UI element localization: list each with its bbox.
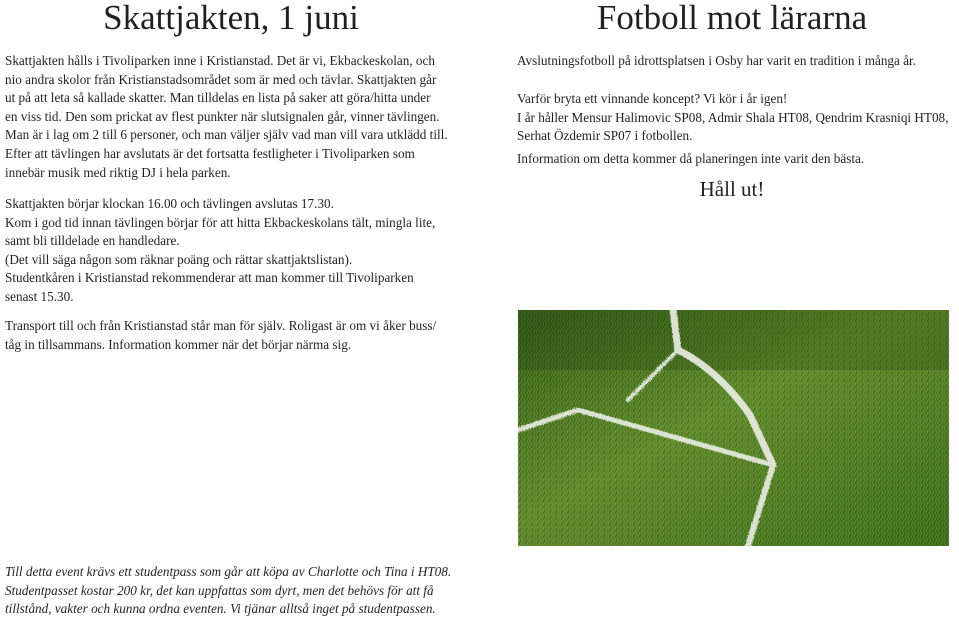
treasure-hunt-intro <box>5 52 465 182</box>
intro-line: nio andra skolor från Kristianstadsområdet som är med och tävlar. Skattjakten går <box>5 71 437 87</box>
players-line: Serhat Özdemir SP07 i fotbollen. <box>517 128 693 144</box>
planning-line: Information om detta kommer då planeringen inte varit den bästa. <box>517 151 865 166</box>
football-field-corner-photo <box>518 310 949 546</box>
note-line: Till detta event krävs ett studentpass som går att köpa av Charlotte och Tina i HT08. <box>5 564 452 579</box>
football-column <box>512 0 952 201</box>
intro-line: ut på att leta så kallade skatter. Man tilldelas en lista på saker att göra/hitta under <box>5 90 431 106</box>
football-title: Fotboll mot lärarna <box>596 0 868 37</box>
intro-line: Efter att tävlingen har avslutats är det fortsatta festligheter i Tivoliparken som <box>5 145 415 161</box>
note-line: Studentpasset kostar 200 kr, det kan uppfattas som dyrt, men det behövs för att få <box>5 582 434 598</box>
football-players <box>517 90 957 146</box>
times-line: Studentkåren i Kristianstad rekommenderar att man kommer till Tivoliparken <box>5 270 414 286</box>
transport-line: tåg in tillsammans. Information kommer när det börjar närma sig. <box>5 336 352 352</box>
times-line: Skattjakten börjar klockan 16.00 och tävlingen avslutas 17.30. <box>5 196 334 211</box>
treasure-hunt-column <box>0 0 462 304</box>
intro-line: en viss tid. Den som prickat av flest punkter när slutsignalen går, vinner tävlingen. <box>5 108 440 124</box>
football-tradition <box>517 52 957 71</box>
times-line: (Det vill säga någon som räknar poäng och rättar skattjaktslistan). <box>5 251 353 267</box>
intro-line: innebär musik med riktig DJ i hela parken. <box>5 164 231 180</box>
times-line: senast 15.30. <box>5 288 74 304</box>
hang-in-there-text: Håll ut! <box>699 177 765 201</box>
student-pass-note <box>5 563 565 619</box>
times-line: samt bli tilldelade en handledare. <box>5 233 180 249</box>
intro-line: Skattjakten hålls i Tivoliparken inne i Kristianstad. Det är vi, Ekbackeskolan, och <box>5 53 435 68</box>
intro-line: Man är i lag om 2 till 6 personer, och man väljer själv vad man vill vara utklädd till. <box>5 127 448 143</box>
note-line: tillstånd, vakter och kunna ordna eventen. Vi tjänar alltså inget på studentpassen. <box>5 601 436 617</box>
times-line: Kom i god tid innan tävlingen börjar för att hitta Ekbackeskolans tält, mingla lite, <box>5 214 436 230</box>
transport-line: Transport till och från Kristianstad står man för själv. Roligast är om vi åker buss/ <box>5 318 437 333</box>
treasure-hunt-times <box>5 195 465 307</box>
players-line: Varför bryta ett vinnande koncept? Vi kör i år igen! <box>517 91 788 106</box>
football-planning <box>517 150 957 169</box>
players-line: I år håller Mensur Halimovic SP08, Admir Shala HT08, Qendrim Krasniqi HT08, <box>517 109 949 125</box>
treasure-hunt-title: Skattjakten, 1 juni <box>103 0 359 37</box>
transport-info <box>5 317 445 354</box>
tradition-line: Avslutningsfotboll på idrottsplatsen i Osby har varit en tradition i många år. <box>517 53 916 68</box>
